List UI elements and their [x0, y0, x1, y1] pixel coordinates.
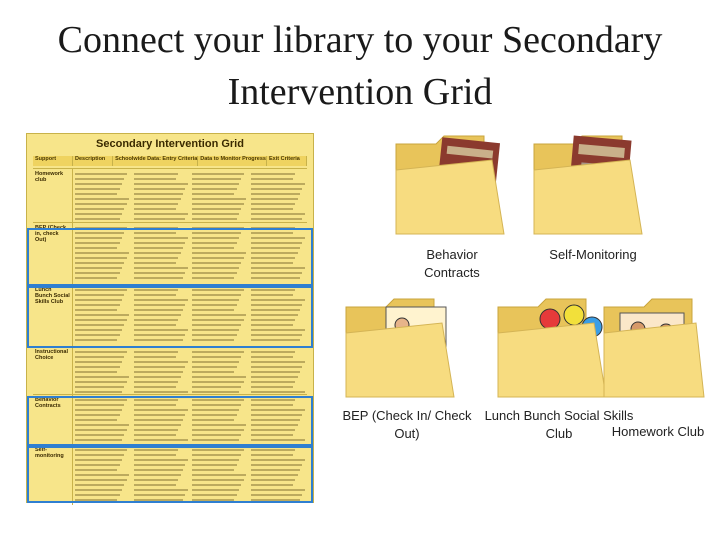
grid-text-line — [251, 173, 295, 175]
grid-text-line — [134, 371, 183, 373]
grid-text-line — [192, 173, 243, 175]
grid-text-line — [192, 188, 236, 190]
grid-column-headers — [33, 156, 307, 166]
grid-text-line — [75, 376, 129, 378]
grid-heading: Secondary Intervention Grid — [96, 138, 244, 150]
grid-text-line — [75, 371, 117, 373]
grid-text-line — [192, 213, 239, 215]
grid-text-line — [134, 356, 176, 358]
grid-text-line — [75, 183, 122, 185]
grid-text-line — [134, 188, 185, 190]
grid-text-line — [192, 381, 243, 383]
grid-text-line — [251, 386, 293, 388]
grid-text-line — [251, 361, 305, 363]
grid-text-line — [192, 391, 239, 393]
grid-row-label: BEP (Check in, check Out) — [33, 223, 73, 285]
grid-column-header: Description — [73, 156, 113, 166]
grid-text-line — [134, 198, 181, 200]
grid-text-line — [251, 218, 302, 220]
grid-text-line — [134, 173, 178, 175]
grid-text-line — [251, 178, 293, 180]
folder-behavior-contracts[interactable] — [392, 130, 522, 280]
grid-text-line — [134, 366, 185, 368]
grid-text-line — [134, 183, 188, 185]
folder-caption: BEP (Check In/ Check Out) — [342, 408, 472, 441]
grid-text-line — [251, 193, 300, 195]
grid-text-line — [251, 213, 305, 215]
grid-row-label: Homework club — [33, 169, 73, 223]
grid-row-homework — [33, 168, 307, 223]
grid-column-header: Support — [33, 156, 73, 166]
grid-text-line — [192, 208, 241, 210]
folder-caption: Behavior Contracts — [424, 247, 480, 280]
grid-text-line — [251, 356, 293, 358]
grid-text-line — [192, 203, 243, 205]
grid-text-line — [75, 391, 122, 393]
highlight-lunch-bunch-row — [27, 286, 313, 348]
grid-column-header: Exit Criteria — [267, 156, 307, 166]
grid-text-line — [134, 178, 176, 180]
grid-text-line — [134, 386, 176, 388]
grid-text-line — [192, 386, 241, 388]
intervention-grid-document — [26, 133, 314, 503]
grid-text-line — [134, 376, 181, 378]
grid-text-line — [75, 178, 124, 180]
grid-text-line — [251, 198, 298, 200]
highlight-behavior-contracts-row — [27, 396, 313, 446]
folder-caption: Self-Monitoring — [549, 247, 637, 262]
grid-text-line — [75, 213, 122, 215]
grid-text-line — [75, 351, 126, 353]
grid-text-line — [75, 173, 126, 175]
grid-row-label: Behavior Contracts — [33, 395, 73, 445]
grid-text-line — [134, 381, 178, 383]
grid-text-line — [251, 371, 300, 373]
grid-text-line — [75, 381, 126, 383]
grid-row-cells — [73, 169, 307, 223]
grid-text-line — [75, 188, 119, 190]
grid-column-header: Schoolwide Data: Entry Criteria — [113, 156, 198, 166]
grid-text-line — [251, 391, 305, 393]
grid-text-line — [251, 203, 295, 205]
folder-icon — [530, 130, 660, 242]
grid-text-line — [75, 208, 124, 210]
grid-text-line — [192, 371, 234, 373]
slide-title: Connect your library to your Secondary Intervention Grid — [57, 19, 663, 113]
grid-text-line — [192, 361, 239, 363]
grid-text-line — [134, 361, 188, 363]
grid-row-cells — [73, 347, 307, 395]
grid-text-line — [192, 351, 243, 353]
grid-text-line — [192, 366, 236, 368]
grid-text-line — [192, 193, 234, 195]
grid-text-line — [192, 198, 246, 200]
grid-text-line — [134, 391, 188, 393]
grid-text-line — [192, 218, 236, 220]
folder-self-monitoring[interactable] — [530, 130, 660, 262]
grid-text-line — [192, 178, 241, 180]
grid-text-line — [75, 198, 129, 200]
folder-icon — [392, 130, 522, 242]
grid-text-line — [134, 213, 188, 215]
grid-column-header: Data to Monitor Progress — [198, 156, 267, 166]
folder-homework-club[interactable] — [600, 293, 712, 439]
grid-text-line — [251, 351, 295, 353]
grid-row-label: Lunch Bunch Social Skills Club — [33, 285, 73, 347]
grid-text-line — [251, 208, 293, 210]
grid-text-line — [251, 376, 298, 378]
grid-text-line — [75, 203, 126, 205]
grid-text-line — [251, 188, 302, 190]
highlight-bep-row — [27, 228, 313, 286]
grid-text-line — [134, 203, 178, 205]
folder-icon — [600, 293, 712, 405]
grid-row-label: Self-monitoring — [33, 445, 73, 505]
grid-text-line — [134, 351, 178, 353]
folder-caption: Homework Club — [611, 424, 705, 439]
grid-text-line — [251, 183, 305, 185]
grid-text-line — [192, 183, 239, 185]
highlight-self-monitoring-row — [27, 446, 313, 503]
grid-text-line — [75, 366, 119, 368]
grid-text-line — [134, 193, 183, 195]
grid-text-line — [251, 366, 302, 368]
grid-text-line — [192, 356, 241, 358]
grid-text-line — [75, 356, 124, 358]
grid-text-line — [251, 381, 295, 383]
grid-row-instructional-choice — [33, 346, 307, 395]
grid-text-line — [75, 193, 117, 195]
folder-caption: Lunch Bunch Social Skills Club — [484, 408, 634, 441]
folder-bep[interactable] — [342, 293, 472, 441]
grid-text-line — [75, 386, 124, 388]
grid-text-line — [75, 218, 119, 220]
grid-text-line — [75, 361, 122, 363]
grid-row-label: Instructional Choice — [33, 347, 73, 395]
grid-text-line — [134, 208, 176, 210]
folder-icon — [342, 293, 472, 405]
grid-text-line — [134, 218, 185, 220]
grid-text-line — [192, 376, 246, 378]
